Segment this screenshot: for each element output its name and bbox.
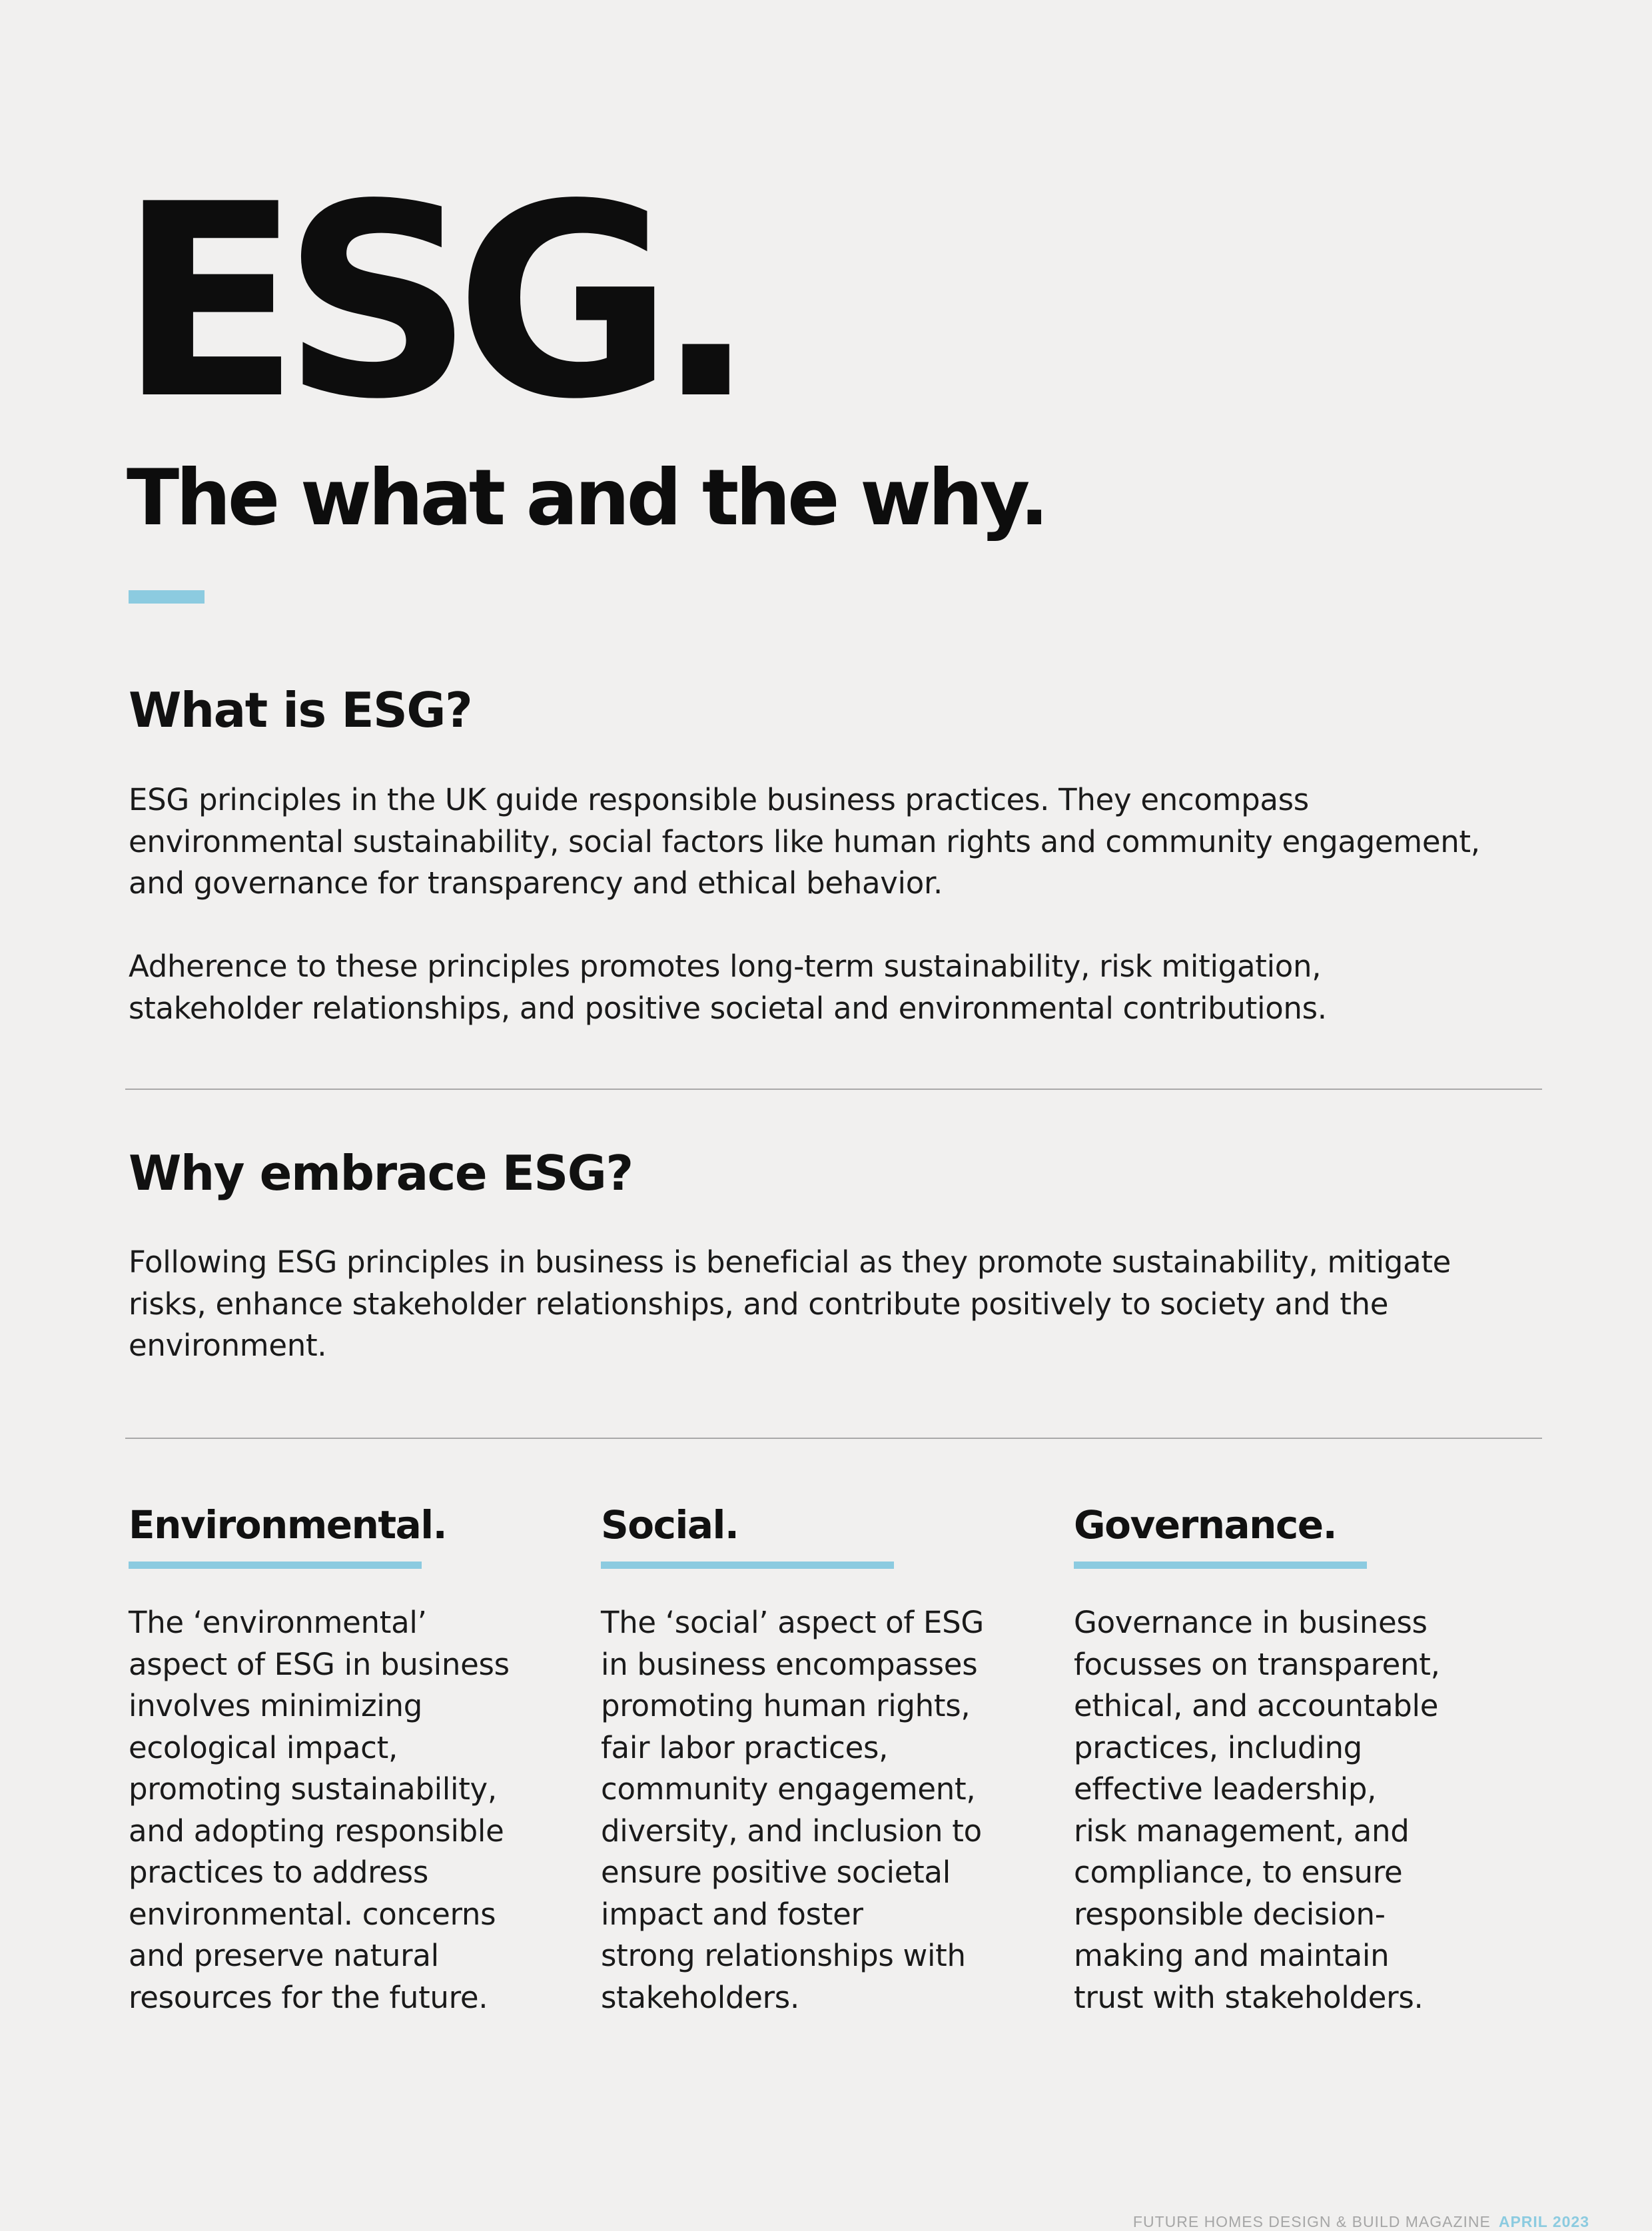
page-subtitle: The what and the why. — [127, 453, 1046, 543]
page-title: ESG. — [119, 148, 738, 458]
pillar-text: Governance in business focusses on transparent, ethical, and accountable practices, including effective leadership, risk management, and compliance, to ensure responsible decision- making and maintain trust with stakeholders. — [1074, 1605, 1440, 2015]
footer-date: APRIL 2023 — [1498, 2213, 1589, 2230]
pillar-social — [601, 1502, 1014, 2018]
what-heading: What is ESG? — [129, 682, 472, 738]
pillar-governance — [1074, 1502, 1487, 2018]
page-footer — [1133, 2213, 1589, 2231]
pillar-title: Social. — [601, 1502, 739, 1548]
why-heading: Why embrace ESG? — [129, 1145, 633, 1201]
divider — [125, 1438, 1542, 1439]
pillar-underline — [129, 1562, 422, 1569]
pillar-text: The ‘environmental’ aspect of ESG in business involves minimizing ecological impact, promoting sustainability, and adopting responsible practices to address environmental. concerns and preserve natural resources for the future. — [129, 1605, 510, 2015]
accent-bar — [129, 590, 205, 604]
divider — [125, 1089, 1542, 1090]
pillar-text: The ‘social’ aspect of ESG in business encompasses promoting human rights, fair labor practices, community engagement, diversity, and inclusion to ensure positive societal impact and foster strong relationships with stakeholders. — [601, 1605, 984, 2015]
pillar-title: Governance. — [1074, 1502, 1337, 1548]
footer-publication: FUTURE HOMES DESIGN & BUILD MAGAZINE — [1132, 2213, 1491, 2230]
why-paragraph: Following ESG principles in business is beneficial as they promote sustainability, mitigate risks, enhance stakeholder relationships, and contribute positively to society and the environment. — [129, 1244, 1451, 1363]
pillar-environmental — [129, 1502, 542, 2018]
pillar-underline — [1074, 1562, 1367, 1569]
pillar-underline — [601, 1562, 894, 1569]
pillar-title: Environmental. — [129, 1502, 447, 1548]
what-paragraph-2: Adherence to these principles promotes long-term sustainability, risk mitigation, stakeholder relationships, and positive societal and environmental contributions. — [129, 949, 1327, 1026]
what-paragraph-1: ESG principles in the UK guide responsible business practices. They encompass environmental sustainability, social factors like human rights and community engagement, and governance for transparency and ethical behavior. — [129, 782, 1480, 901]
